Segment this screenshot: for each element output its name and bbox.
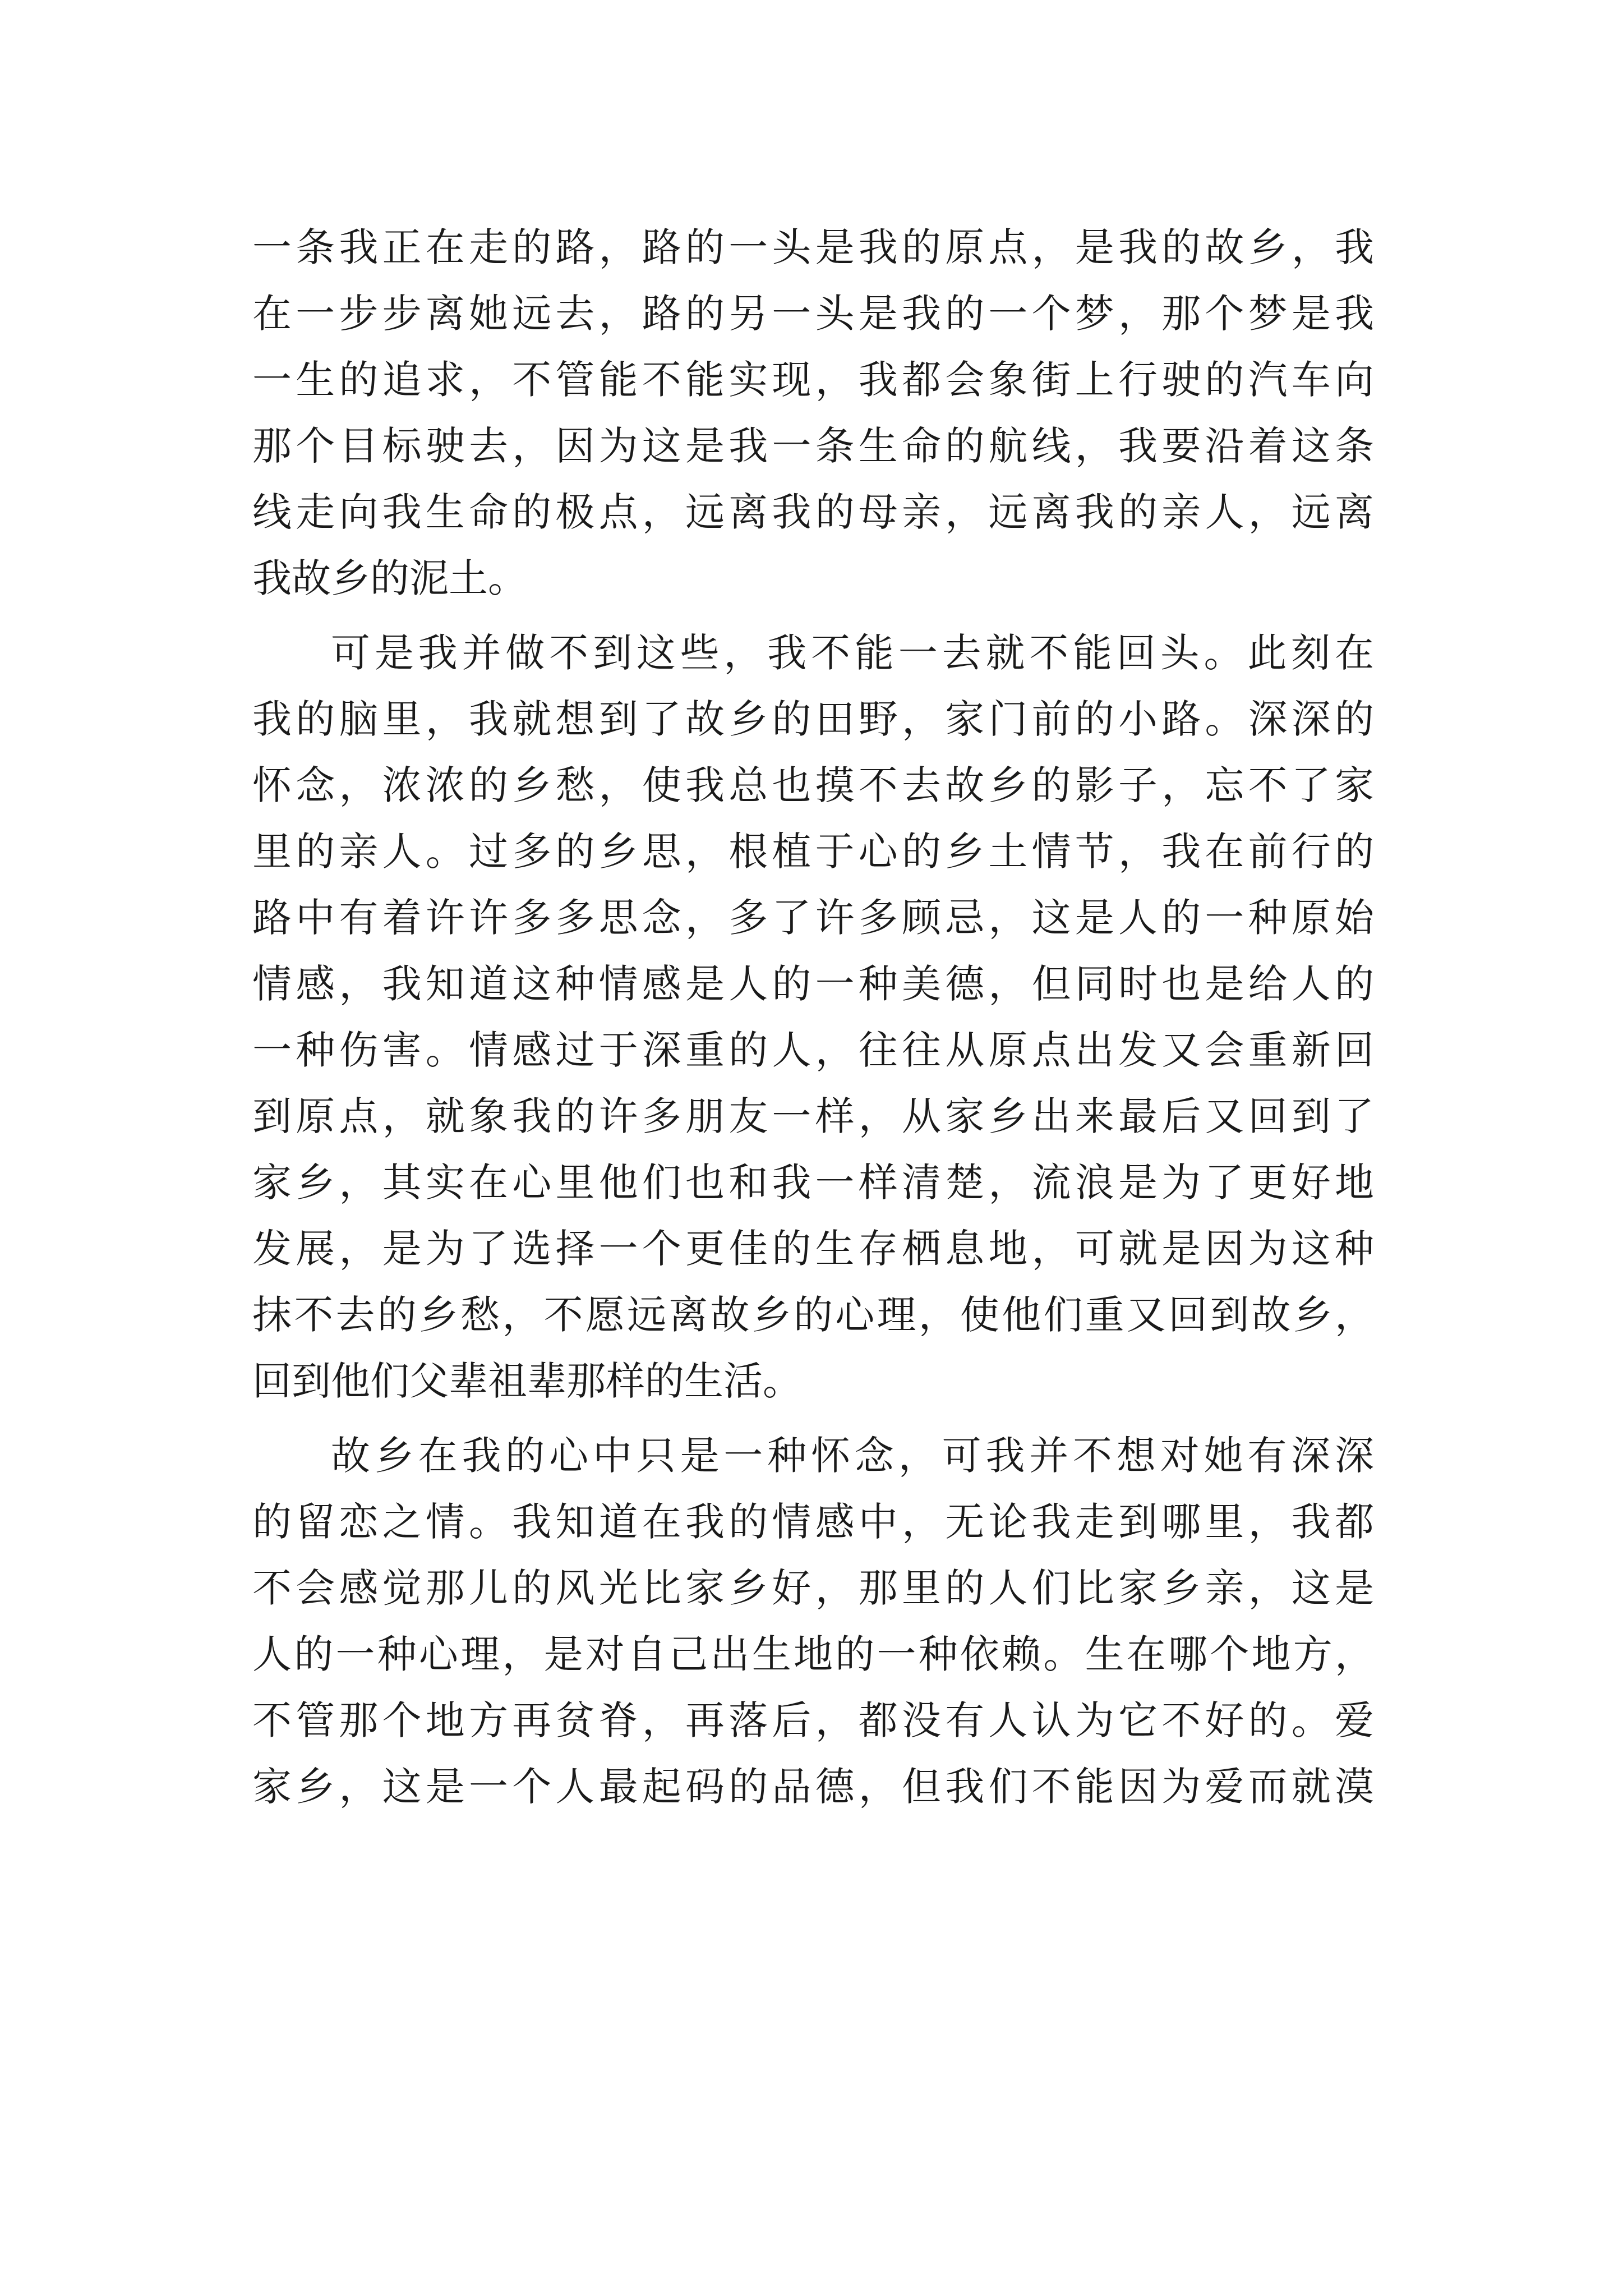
text-line: 在一步步离她远去，路的另一头是我的一个梦，那个梦是我	[252, 291, 1374, 337]
paragraph-3	[252, 1423, 1374, 1820]
text-line: 家乡，其实在心里他们也和我一样清楚，流浪是为了更好地	[252, 1159, 1374, 1205]
text-line: 人的一种心理，是对自己出生地的一种依赖。生在哪个地方，	[252, 1631, 1374, 1677]
body-text	[252, 214, 1374, 1820]
text-line: 到原点，就象我的许多朋友一样，从家乡出来最后又回到了	[252, 1093, 1374, 1139]
text-line: 不管那个地方再贫脊，再落后，都没有人认为它不好的。爱	[252, 1697, 1374, 1743]
text-line: 可是我并做不到这些，我不能一去就不能回头。此刻在	[331, 630, 1374, 676]
text-line: 故乡在我的心中只是一种怀念，可我并不想对她有深深	[331, 1433, 1374, 1479]
text-line: 一条我正在走的路，路的一头是我的原点，是我的故乡，我	[252, 224, 1374, 270]
text-line: 一生的追求，不管能不能实现，我都会象街上行驶的汽车向	[252, 357, 1374, 403]
text-line: 那个目标驶去，因为这是我一条生命的航线，我要沿着这条	[252, 423, 1374, 469]
paragraph-2	[252, 620, 1374, 1414]
text-line: 我故乡的泥土。	[252, 555, 527, 601]
text-line: 线走向我生命的极点，远离我的母亲，远离我的亲人，远离	[252, 489, 1374, 535]
text-line: 一种伤害。情感过于深重的人，往往从原点出发又会重新回	[252, 1027, 1374, 1073]
paragraph-gap	[252, 1414, 1374, 1423]
paragraph-gap	[252, 611, 1374, 620]
text-line: 情感，我知道这种情感是人的一种美德，但同时也是给人的	[252, 961, 1374, 1007]
text-line: 我的脑里，我就想到了故乡的田野，家门前的小路。深深的	[252, 696, 1374, 742]
text-line: 抹不去的乡愁，不愿远离故乡的心理，使他们重又回到故乡，	[252, 1292, 1374, 1338]
text-line: 发展，是为了选择一个更佳的生存栖息地，可就是因为这种	[252, 1226, 1374, 1272]
paragraph-1	[252, 214, 1374, 611]
text-line: 路中有着许许多多思念，多了许多顾忌，这是人的一种原始	[252, 895, 1374, 941]
text-line: 不会感觉那儿的风光比家乡好，那里的人们比家乡亲，这是	[252, 1565, 1374, 1611]
text-line: 家乡，这是一个人最起码的品德，但我们不能因为爱而就漠	[252, 1764, 1374, 1810]
text-line: 怀念，浓浓的乡愁，使我总也摸不去故乡的影子，忘不了家	[252, 762, 1374, 808]
text-line: 回到他们父辈祖辈那样的生活。	[252, 1358, 802, 1404]
text-line: 里的亲人。过多的乡思，根植于心的乡土情节，我在前行的	[252, 829, 1374, 875]
text-line: 的留恋之情。我知道在我的情感中，无论我走到哪里，我都	[252, 1499, 1374, 1545]
